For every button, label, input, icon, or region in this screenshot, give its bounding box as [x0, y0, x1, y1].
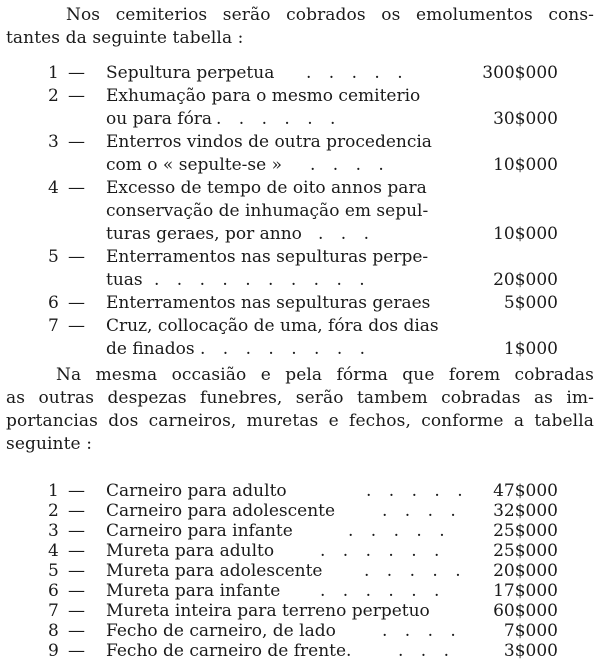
- item-description: Sepultura perpetua: [106, 63, 275, 83]
- item-price: 20$000: [493, 270, 558, 290]
- item-description: Mureta para infante: [106, 581, 281, 601]
- leader-dots: . . . . . . . .: [200, 339, 372, 359]
- item-number: 2: [48, 86, 59, 106]
- item-price: 25$000: [493, 541, 558, 561]
- item-number: 7: [48, 316, 59, 336]
- item-price: 25$000: [493, 521, 558, 541]
- item-price: 10$000: [493, 155, 558, 175]
- item-description: Carneiro para infante: [106, 521, 293, 541]
- item-price: 1$000: [503, 339, 558, 359]
- item-number: 9: [48, 641, 59, 661]
- item-number: 5: [48, 247, 59, 267]
- item-price: 7$000: [503, 621, 558, 641]
- item-number: 3: [48, 132, 59, 152]
- item-price: 300$000: [482, 63, 558, 83]
- item-number: 2: [48, 501, 59, 521]
- item-description: Mureta inteira para terreno perpetuo: [106, 601, 430, 621]
- item-description: Enterramentos nas sepulturas geraes: [106, 293, 431, 313]
- item-description: turas geraes, por anno: [106, 224, 302, 244]
- item-description: Fecho de carneiro, de lado: [106, 621, 336, 641]
- leader-dots: . . . . . .: [320, 541, 446, 561]
- item-description: Exhumação para o mesmo cemiterio: [106, 86, 421, 106]
- item-price: 10$000: [493, 224, 558, 244]
- item-description: Mureta para adulto: [106, 541, 275, 561]
- item-dash: —: [68, 561, 85, 581]
- table-row-continuation: [48, 338, 558, 361]
- item-dash: —: [68, 293, 85, 313]
- table-row: [48, 131, 558, 154]
- item-number: 5: [48, 561, 59, 581]
- item-number: 6: [48, 293, 59, 313]
- table-row: [48, 85, 558, 108]
- item-dash: —: [68, 601, 85, 621]
- table-row-continuation: [48, 269, 558, 292]
- table-row-continuation: [48, 223, 558, 246]
- leader-dots: . . . . . . . . . .: [154, 270, 371, 290]
- intro-line: tantes da seguinte tabella :: [6, 28, 244, 48]
- table-row: [48, 621, 558, 641]
- leader-dots: . . . .: [382, 621, 462, 641]
- item-dash: —: [68, 316, 85, 336]
- item-description: Cruz, collocação de uma, fóra dos dias: [106, 316, 439, 336]
- item-number: 3: [48, 521, 59, 541]
- table-row-continuation: [48, 108, 558, 131]
- table-row-continuation: [48, 154, 558, 177]
- item-number: 4: [48, 541, 59, 561]
- item-price: 20$000: [493, 561, 558, 581]
- item-description: com o « sepulte-se »: [106, 155, 283, 175]
- item-price: 47$000: [493, 481, 558, 501]
- item-dash: —: [68, 178, 85, 198]
- item-dash: —: [68, 581, 85, 601]
- item-price: 30$000: [493, 109, 558, 129]
- table-row: [48, 177, 558, 200]
- leader-dots: . . . . . .: [216, 109, 342, 129]
- tombs-table: [48, 481, 558, 661]
- leader-dots: . . .: [398, 641, 456, 661]
- item-number: 4: [48, 178, 59, 198]
- leader-dots: . . . .: [310, 155, 390, 175]
- item-dash: —: [68, 521, 85, 541]
- fees-table: [48, 62, 558, 361]
- item-price: 5$000: [503, 293, 558, 313]
- middle-line: seguinte :: [6, 434, 93, 454]
- middle-paragraph: [6, 364, 594, 456]
- middle-line: as outras despezas funebres, serão tambem cobradas as im-: [6, 388, 594, 408]
- item-description: Enterros vindos de outra procedencia: [106, 132, 432, 152]
- table-row: [48, 62, 558, 85]
- item-price: 3$000: [503, 641, 558, 661]
- table-row: [48, 315, 558, 338]
- leader-dots: . . . . .: [366, 481, 469, 501]
- item-number: 6: [48, 581, 59, 601]
- leader-dots: . . . . .: [364, 561, 467, 581]
- item-dash: —: [68, 132, 85, 152]
- item-number: 1: [48, 63, 59, 83]
- item-number: 7: [48, 601, 59, 621]
- item-dash: —: [68, 86, 85, 106]
- table-row: [48, 541, 558, 561]
- leader-dots: . . . . .: [348, 521, 451, 541]
- item-price: 17$000: [493, 581, 558, 601]
- middle-line: portancias dos carneiros, muretas e fechos, conforme a tabella: [6, 411, 594, 431]
- table-row: [48, 641, 558, 661]
- table-row: [48, 501, 558, 521]
- table-row: [48, 581, 558, 601]
- item-description: Enterramentos nas sepulturas perpe-: [106, 247, 429, 267]
- leader-dots: . . . . .: [306, 63, 409, 83]
- item-description: Carneiro para adulto: [106, 481, 287, 501]
- table-row: [48, 292, 558, 315]
- item-dash: —: [68, 641, 85, 661]
- item-description: ou para fóra: [106, 109, 213, 129]
- item-price: 60$000: [493, 601, 558, 621]
- item-description: de finados: [106, 339, 195, 359]
- item-description: conservação de inhumação em sepul-: [106, 201, 429, 221]
- intro-paragraph: [6, 4, 594, 50]
- intro-line: Nos cemiterios serão cobrados os emolumentos cons-: [66, 5, 594, 25]
- item-dash: —: [68, 541, 85, 561]
- leader-dots: . . . . . .: [320, 581, 446, 601]
- item-description: Excesso de tempo de oito annos para: [106, 178, 427, 198]
- table-row: [48, 521, 558, 541]
- item-price: 32$000: [493, 501, 558, 521]
- leader-dots: . . . .: [382, 501, 462, 521]
- table-row-continuation: [48, 200, 558, 223]
- table-row: [48, 601, 558, 621]
- middle-line: Na mesma occasião e pela fórma que forem cobradas: [56, 365, 594, 385]
- item-dash: —: [68, 481, 85, 501]
- item-dash: —: [68, 247, 85, 267]
- leader-dots: . . .: [318, 224, 376, 244]
- table-row: [48, 481, 558, 501]
- table-row: [48, 246, 558, 269]
- item-dash: —: [68, 63, 85, 83]
- item-description: Mureta para adolescente: [106, 561, 323, 581]
- item-dash: —: [68, 621, 85, 641]
- table-row: [48, 561, 558, 581]
- item-description: tuas: [106, 270, 143, 290]
- item-description: Fecho de carneiro de frente.: [106, 641, 352, 661]
- item-number: 1: [48, 481, 59, 501]
- item-description: Carneiro para adolescente: [106, 501, 336, 521]
- item-dash: —: [68, 501, 85, 521]
- item-number: 8: [48, 621, 59, 641]
